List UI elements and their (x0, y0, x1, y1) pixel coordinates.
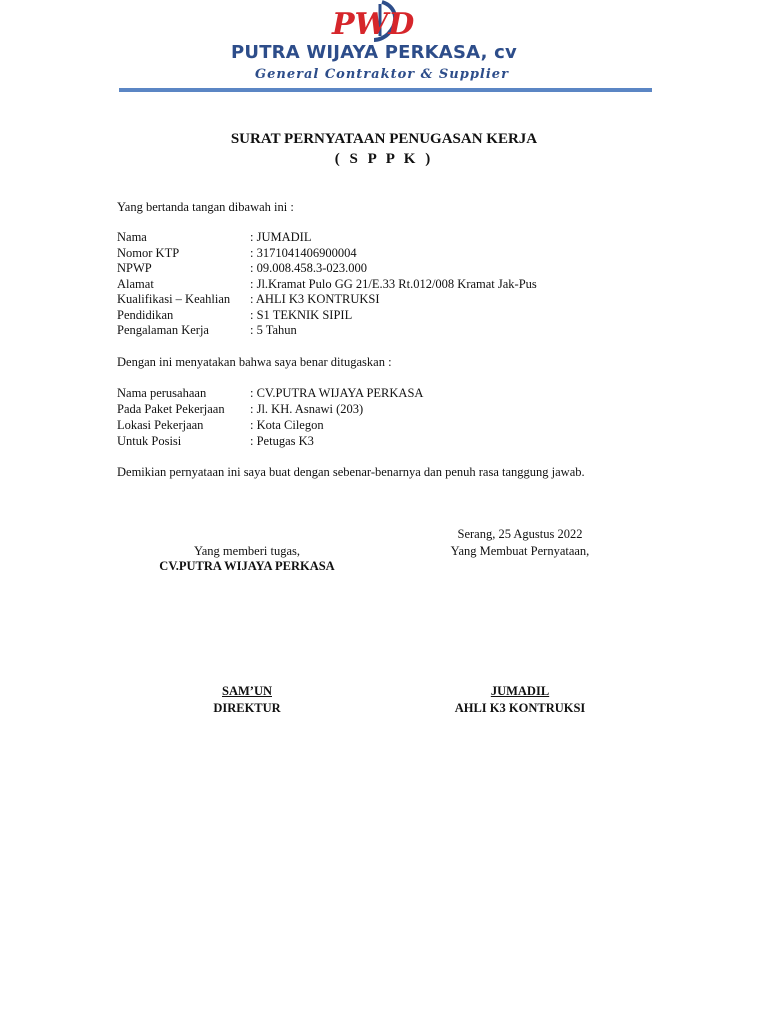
company-logo (330, 0, 415, 42)
assignment-label: Pada Paket Pekerjaan (117, 402, 225, 416)
assignment-value: : Petugas K3 (250, 434, 314, 448)
company-tagline: General Contraktor & Supplier (255, 67, 509, 82)
detail-value: : 3171041406900004 (250, 245, 357, 260)
detail-value: : AHLI K3 KONTRUKSI (250, 292, 380, 306)
detail-label: Pendidikan (117, 307, 174, 322)
detail-label: Alamat (117, 276, 154, 291)
document-subtitle: ( S P P K ) (334, 151, 434, 167)
closing-text: Demikian pernyataan ini saya buat dengan sebenar-benarnya dan penuh rasa tanggung jawab. (117, 465, 585, 479)
logo-icon (330, 0, 415, 42)
assignment-value: : CV.PUTRA WIJAYA PERKASA (250, 386, 424, 400)
statement-text: Dengan ini menyatakan bahwa saya benar ditugaskan : (117, 355, 392, 369)
assignment-label: Nama perusahaan (117, 386, 207, 400)
assignment-label: Lokasi Pekerjaan (117, 418, 204, 432)
assignment-label: Untuk Posisi (117, 434, 182, 448)
header-divider (119, 88, 652, 92)
assignment-value: : Kota Cilegon (250, 418, 324, 432)
detail-value: : 5 Tahun (250, 323, 297, 337)
logo-text: PWD (332, 7, 415, 42)
detail-value: : JUMADIL (250, 230, 312, 244)
detail-value: : S1 TEKNIK SIPIL (250, 307, 353, 322)
detail-value: : 09.008.458.3-023.000 (250, 261, 368, 275)
detail-label: NPWP (117, 261, 152, 275)
detail-value: : Jl.Kramat Pulo GG 21/E.33 Rt.012/008 Kramat Jak-Pus (250, 276, 537, 291)
intro-text: Yang bertanda tangan dibawah ini : (117, 200, 294, 214)
detail-label: Kualifikasi – Keahlian (117, 292, 231, 306)
company-name: PUTRA WIJAYA PERKASA, cv (231, 42, 517, 63)
left-signer-company: CV.PUTRA WIJAYA PERKASA (159, 559, 335, 573)
left-signer-role: Yang memberi tugas, (193, 544, 300, 558)
detail-label: Nomor KTP (117, 245, 180, 260)
place-date: Serang, 25 Agustus 2022 (457, 527, 583, 541)
left-signer-name: SAM’UN (222, 684, 272, 698)
right-signer-position: AHLI K3 KONTRUKSI (454, 701, 586, 715)
document-title: SURAT PERNYATAAN PENUGASAN KERJA (230, 131, 538, 147)
detail-label: Pengalaman Kerja (117, 323, 209, 337)
right-signer-role: Yang Membuat Pernyataan, (450, 544, 590, 558)
assignment-value: : Jl. KH. Asnawi (203) (250, 402, 364, 416)
detail-label: Nama (117, 230, 147, 244)
right-signer-name: JUMADIL (490, 684, 550, 698)
left-signer-position: DIREKTUR (213, 701, 281, 715)
